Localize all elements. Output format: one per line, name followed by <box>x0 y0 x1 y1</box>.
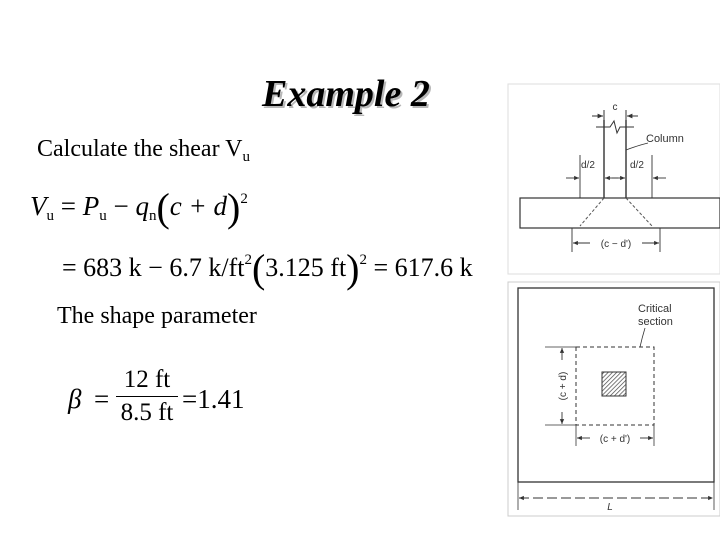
intro-text: Calculate the shear V <box>37 136 243 162</box>
column-hatched <box>602 372 626 396</box>
eq3-numerator: 12 ft <box>123 366 171 393</box>
c-plus-d-horizontal-label: (c + d') <box>599 434 631 445</box>
eq2-exp1: 2 <box>244 252 252 268</box>
eq1-q: q <box>135 191 149 221</box>
eq1-exponent: 2 <box>240 191 248 207</box>
critical-leader <box>640 328 645 347</box>
critical-label-2: section <box>638 316 673 328</box>
eq2-paren-close: ) <box>346 246 360 291</box>
column-leader <box>626 143 648 150</box>
slide-title: Example 2 <box>262 73 430 115</box>
eq1-equals: = <box>54 191 83 221</box>
eq3-equals: = <box>94 384 110 414</box>
eq2-part1: 683 k − 6.7 k/ft <box>83 253 245 282</box>
l-label: L <box>607 502 613 513</box>
c-minus-d-label: (c − d') <box>600 239 632 250</box>
column-label: Column <box>646 133 684 145</box>
eq2-equals: = <box>62 253 84 282</box>
plan-frame-outer <box>508 282 720 516</box>
footing-slab <box>520 198 720 228</box>
eq1-q-sub: n <box>148 208 157 224</box>
eq1-inner: c + d <box>169 191 228 221</box>
eq1-lhs: V <box>30 191 47 221</box>
eq2-result: = 617.6 k <box>367 253 473 282</box>
intro-subscript: u <box>242 149 250 165</box>
eq3-result: =1.41 <box>182 384 245 414</box>
d2-right-label: d/2 <box>630 160 644 171</box>
eq1-p-sub: u <box>99 208 107 224</box>
eq1-minus: − <box>106 191 136 221</box>
eq1-paren-close: ) <box>227 185 241 230</box>
eq3-denominator: 8.5 ft <box>120 399 174 426</box>
eq2-paren-open: ( <box>251 246 266 291</box>
eq3-beta: β <box>68 384 82 414</box>
eq2-exp2: 2 <box>359 252 367 268</box>
punching-cone-right <box>626 198 652 226</box>
punching-cone-left <box>580 198 604 226</box>
d2-left-label: d/2 <box>581 160 595 171</box>
c-plus-d-vertical-label: (c + d) <box>558 371 569 401</box>
c-label: c <box>612 102 618 113</box>
eq2-inner: 3.125 ft <box>265 253 347 282</box>
critical-label-1: Critical <box>638 303 672 315</box>
eq1-p: P <box>82 191 100 221</box>
eq1-lhs-sub: u <box>46 208 54 224</box>
column-break-line <box>596 121 634 133</box>
shape-parameter-text: The shape parameter <box>57 303 257 329</box>
eq1-paren-open: ( <box>156 185 170 230</box>
